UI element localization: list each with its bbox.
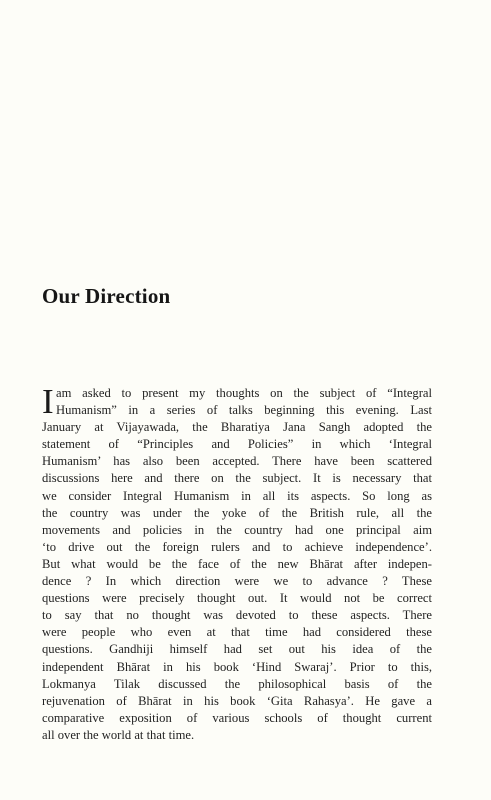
text-line: statement of “Principles and Policies” in which ‘Integral (42, 437, 432, 452)
text-line: questions were precisely thought out. It would not be correct (42, 591, 432, 606)
text-line: January at Vijayawada, the Bharatiya Jana Sangh adopted the (42, 420, 432, 435)
text-line: movements and policies in the country had one principal aim (42, 522, 432, 537)
text-line: Humanism’ has also been accepted. There have been scattered (42, 454, 432, 469)
text-line: independent Bhārat in his book ‘Hind Swaraj’. Prior to this, (42, 659, 432, 674)
text-line: ‘to drive out the foreign rulers and to achieve independence’. (42, 539, 432, 554)
drop-cap: I (42, 382, 54, 421)
text-line: we consider Integral Humanism in all its aspects. So long as (42, 488, 432, 503)
text-line: all over the world at that time. (42, 727, 195, 742)
text-line: Lokmanya Tilak discussed the philosophical basis of the (42, 676, 432, 691)
text-line: But what would be the face of the new Bhārat after indepen- (42, 556, 432, 571)
text-line: comparative exposition of various schools of thought current (42, 710, 432, 725)
text-line: am asked to present my thoughts on the subject of “Integral (56, 386, 432, 400)
text-line: were people who even at that time had considered these (42, 625, 432, 640)
text-line: dence ? In which direction were we to advance ? These (42, 574, 432, 589)
text-line: questions. Gandhiji himself had set out his idea of the (42, 642, 432, 657)
text-line: the country was under the yoke of the British rule, all the (42, 505, 432, 520)
text-line: discussions here and there on the subject. It is necessary that (42, 471, 432, 486)
text-line: rejuvenation of Bhārat in his book ‘Gita Rahasya’. He gave a (42, 693, 432, 708)
text-line: Humanism” in a series of talks beginning this evening. Last (56, 403, 432, 418)
text-line: to say that no thought was devoted to these aspects. There (42, 608, 432, 623)
body-paragraph (42, 382, 432, 744)
chapter-title: Our Direction (42, 284, 171, 308)
